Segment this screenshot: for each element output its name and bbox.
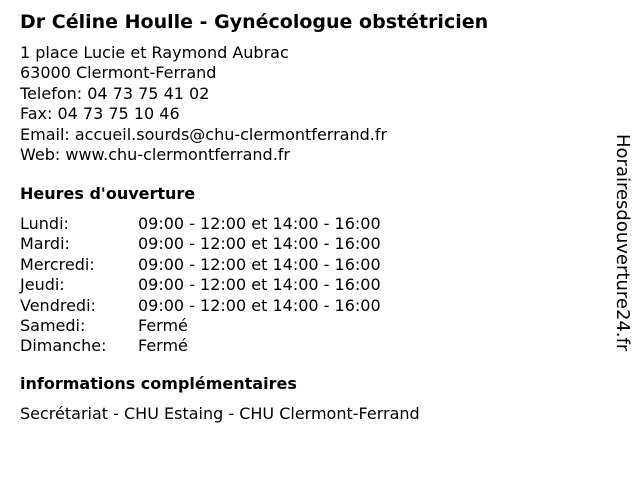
time-value: Fermé: [138, 336, 188, 356]
fax-number: Fax: 04 73 75 10 46: [20, 104, 180, 124]
contact-block: [20, 43, 387, 165]
address-line-1: 1 place Lucie et Raymond Aubrac: [20, 43, 289, 62]
site-watermark: Horairesdouverture24.fr: [612, 134, 633, 352]
additional-info-text: Secrétariat - CHU Estaing - CHU Clermont-Ferrand: [20, 404, 420, 423]
day-label: Mardi:: [20, 234, 70, 254]
day-label: Jeudi:: [20, 275, 65, 295]
hours-row-friday: [20, 296, 440, 316]
time-value: 09:00 - 12:00 et 14:00 - 16:00: [138, 295, 381, 315]
address-line-2: 63000 Clermont-Ferrand: [20, 63, 217, 83]
time-value: 09:00 - 12:00 et 14:00 - 16:00: [138, 275, 381, 295]
hours-row-thursday: [20, 275, 440, 295]
time-value: 09:00 - 12:00 et 14:00 - 16:00: [138, 234, 381, 254]
page-title: Dr Céline Houlle - Gynécologue obstétricien: [20, 11, 489, 33]
additional-info-heading: informations complémentaires: [20, 374, 297, 393]
hours-row-saturday: [20, 316, 440, 336]
time-value: Fermé: [138, 315, 188, 335]
hours-row-monday: [20, 214, 440, 234]
hours-row-tuesday: [20, 234, 440, 254]
time-value: 09:00 - 12:00 et 14:00 - 16:00: [138, 254, 381, 274]
opening-hours-heading: Heures d'ouverture: [20, 184, 196, 203]
website-url: Web: www.chu-clermontferrand.fr: [20, 144, 291, 164]
phone-number: Telefon: 04 73 75 41 02: [20, 83, 210, 103]
day-label: Samedi:: [20, 315, 86, 335]
day-label: Mercredi:: [20, 254, 95, 274]
hours-row-wednesday: [20, 255, 440, 275]
day-label: Vendredi:: [20, 295, 96, 315]
opening-hours-table: [20, 214, 440, 357]
day-label: Lundi:: [20, 214, 69, 233]
day-label: Dimanche:: [20, 336, 107, 356]
time-value: 09:00 - 12:00 et 14:00 - 16:00: [138, 214, 381, 233]
email-address: Email: accueil.sourds@chu-clermontferrand.fr: [20, 124, 388, 144]
hours-row-sunday: [20, 336, 440, 356]
